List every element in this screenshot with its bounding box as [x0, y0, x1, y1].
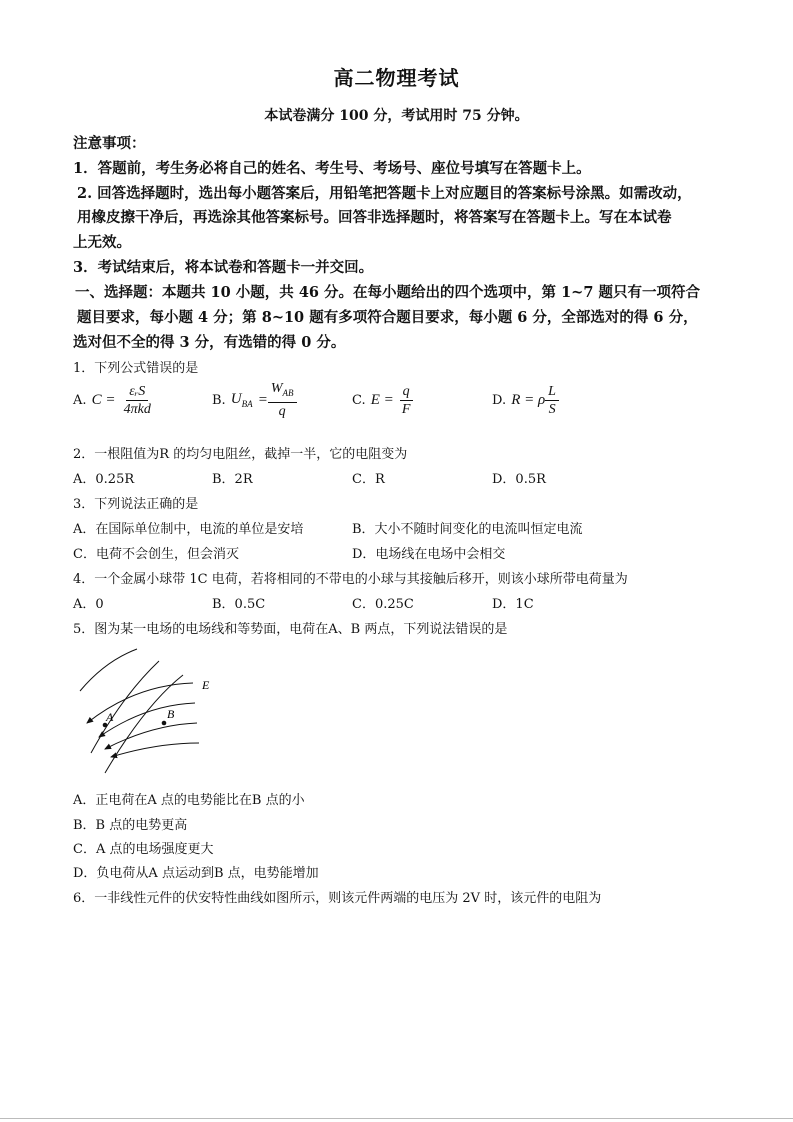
section-instructions: 选对但不全的得 3 分，有选错的得 0 分。 [73, 334, 346, 351]
option-c: C．R [352, 472, 385, 487]
field-line [87, 683, 193, 723]
formula-fraction: $\frac{\text{εᵣS}}{\text{4πkd}}$ [123, 383, 151, 417]
section-instructions: 一、选择题：本题共 10 小题，共 46 分。在每小题给出的四个选项中，第 1~7 题只有一项符合 [75, 284, 700, 301]
formula-lhs: $U_{BA}$ [230, 391, 253, 409]
option-c: C．A 点的电场强度更大 [73, 842, 214, 857]
option-a: A．0.25R [73, 472, 135, 487]
formula-fraction: $\frac{W_{AB}}{q}$ [268, 380, 297, 420]
formula-fraction: $\frac{q}{F}$ [399, 383, 414, 418]
page-bottom-divider [0, 1118, 793, 1119]
label-a: A [106, 710, 114, 724]
notice-line: 1．答题前，考生务必将自己的姓名、考生号、考场号、座位号填写在答题卡上。 [73, 160, 591, 177]
option-b: B．0.5C [212, 597, 266, 612]
q1-option-a: A. C = $\frac{\text{εᵣS}}{\text{4πkd}}$ [73, 380, 154, 420]
notice-heading: 注意事项： [73, 135, 146, 152]
q1-option-d: D. R = ρ $\frac{L}{S}$ [492, 380, 559, 420]
q1-option-b: B. $U_{BA}$ = $\frac{W_{AB}}{q}$ [212, 378, 297, 422]
exam-subtitle: 本试卷满分 100 分，考试用时 75 分钟。 [264, 108, 529, 124]
question-2-stem: 2．一根阻值为R 的均匀电阻丝，截掉一半，它的电阻变为 [73, 447, 408, 462]
option-d: D．负电荷从A 点运动到B 点，电势能增加 [73, 866, 319, 881]
label-e: E [202, 678, 210, 692]
page-title: 高二物理考试 [333, 66, 460, 90]
equipotential-line [105, 675, 183, 773]
label-b: B [167, 707, 175, 721]
option-a: A．0 [73, 597, 104, 612]
formula-lhs: C = [91, 391, 116, 408]
option-a: A．正电荷在A 点的电势能比在B 点的小 [73, 793, 305, 808]
option-c: C．0.25C [352, 597, 414, 612]
question-4-stem: 4．一个金属小球带 1C 电荷，若将相同的不带电的小球与其接触后移开，则该小球所带电荷量为 [73, 572, 628, 587]
option-d: D．1C [492, 597, 534, 612]
option-d: D．电场线在电场中会相交 [352, 547, 506, 562]
field-line [105, 723, 197, 749]
section-instructions: 题目要求，每小题 4 分；第 8~10 题有多项符合题目要求，每小题 6 分，全部选对的得 6 分， [77, 309, 698, 326]
electric-field-diagram [75, 645, 235, 775]
notice-line: 上无效。 [73, 234, 131, 251]
option-c: C．电荷不会创生，但会消灭 [73, 547, 239, 562]
option-b: B．B 点的电势更高 [73, 818, 188, 833]
option-a: A．在国际单位制中，电流的单位是安培 [73, 522, 304, 537]
option-b: B．大小不随时间变化的电流叫恒定电流 [352, 522, 583, 537]
notice-line: 2. 回答选择题时，选出每小题答案后，用铅笔把答题卡上对应题目的答案标号涂黑。如需改动， [77, 185, 692, 202]
q1-option-c: C. E = $\frac{q}{F}$ [352, 380, 413, 420]
question-5-stem: 5．图为某一电场的电场线和等势面，电荷在A、B 两点，下列说法错误的是 [73, 622, 508, 637]
formula-fraction: $\frac{L}{S}$ [545, 383, 559, 418]
option-d: D．0.5R [492, 472, 546, 487]
point-b [162, 721, 167, 726]
option-b: B．2R [212, 472, 253, 487]
formula-lhs: R = ρ [511, 391, 546, 408]
equipotential-line [80, 649, 137, 691]
field-line [111, 743, 199, 757]
notice-line: 3．考试结束后，将本试卷和答题卡一并交回。 [73, 259, 374, 276]
formula-lhs: E = [370, 391, 394, 408]
question-3-stem: 3．下列说法正确的是 [73, 497, 199, 512]
notice-line: 用橡皮擦干净后，再选涂其他答案标号。回答非选择题时，将答案写在答题卡上。写在本试卷 [77, 209, 672, 226]
question-1-stem: 1．下列公式错误的是 [73, 361, 199, 376]
question-6-stem: 6．一非线性元件的伏安特性曲线如图所示，则该元件两端的电压为 2V 时，该元件的电阻为 [73, 891, 602, 906]
